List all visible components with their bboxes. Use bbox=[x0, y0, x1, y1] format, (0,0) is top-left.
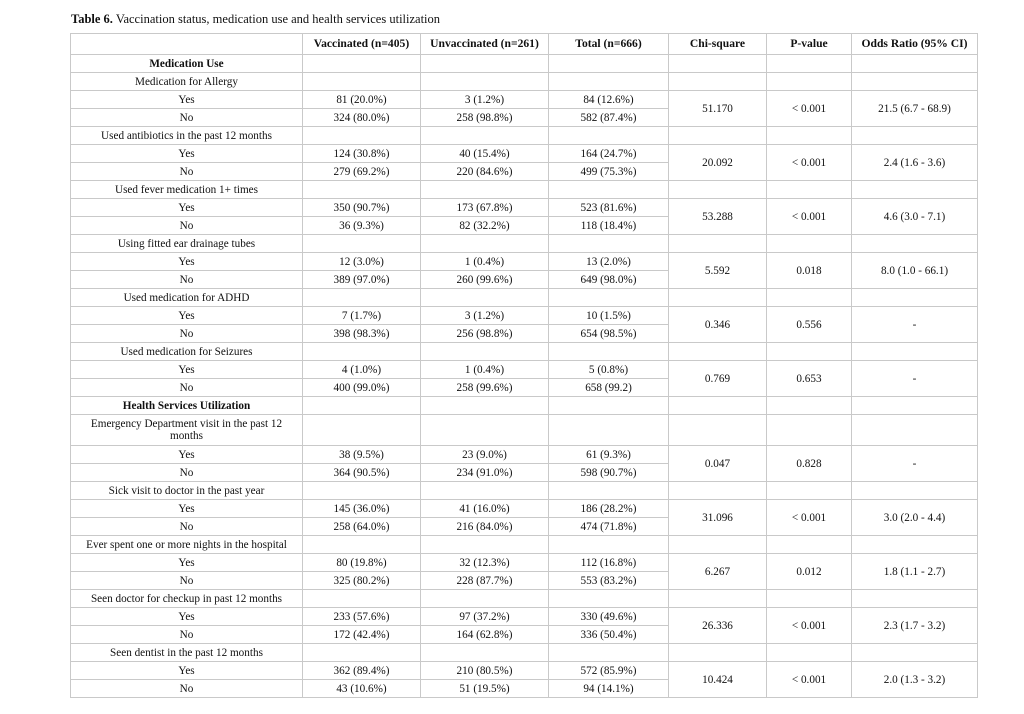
vaccinated-cell: 279 (69.2%) bbox=[303, 163, 421, 181]
empty-cell bbox=[549, 482, 669, 500]
empty-cell bbox=[303, 482, 421, 500]
unvaccinated-cell: 82 (32.2%) bbox=[421, 217, 549, 235]
empty-cell bbox=[303, 397, 421, 415]
empty-cell bbox=[852, 590, 978, 608]
empty-cell bbox=[852, 644, 978, 662]
empty-cell bbox=[767, 73, 852, 91]
empty-cell bbox=[421, 181, 549, 199]
unvaccinated-cell: 1 (0.4%) bbox=[421, 361, 549, 379]
chi-square-cell: 0.047 bbox=[669, 446, 767, 482]
empty-cell bbox=[549, 73, 669, 91]
empty-cell bbox=[767, 235, 852, 253]
vaccinated-cell: 4 (1.0%) bbox=[303, 361, 421, 379]
p-value-cell: 0.018 bbox=[767, 253, 852, 289]
empty-cell bbox=[549, 289, 669, 307]
odds-ratio-cell: - bbox=[852, 361, 978, 397]
unvaccinated-cell: 51 (19.5%) bbox=[421, 680, 549, 698]
p-value-cell: < 0.001 bbox=[767, 91, 852, 127]
unvaccinated-cell: 23 (9.0%) bbox=[421, 446, 549, 464]
p-value-cell: 0.653 bbox=[767, 361, 852, 397]
row-label: No bbox=[71, 109, 303, 127]
group-row bbox=[71, 343, 978, 361]
unvaccinated-cell: 258 (98.8%) bbox=[421, 109, 549, 127]
chi-square-cell: 53.288 bbox=[669, 199, 767, 235]
total-cell: 523 (81.6%) bbox=[549, 199, 669, 217]
row-label: Yes bbox=[71, 91, 303, 109]
empty-cell bbox=[852, 181, 978, 199]
table-body bbox=[71, 55, 978, 698]
p-value-cell: 0.556 bbox=[767, 307, 852, 343]
row-label: Yes bbox=[71, 307, 303, 325]
vaccinated-cell: 398 (98.3%) bbox=[303, 325, 421, 343]
group-label: Used medication for ADHD bbox=[71, 289, 303, 307]
empty-cell bbox=[852, 73, 978, 91]
group-label: Using fitted ear drainage tubes bbox=[71, 235, 303, 253]
total-cell: 118 (18.4%) bbox=[549, 217, 669, 235]
p-value-cell: 0.828 bbox=[767, 446, 852, 482]
table-row bbox=[71, 91, 978, 109]
header-p-value: P-value bbox=[767, 34, 852, 55]
chi-square-cell: 10.424 bbox=[669, 662, 767, 698]
row-label: Yes bbox=[71, 361, 303, 379]
odds-ratio-cell: 2.3 (1.7 - 3.2) bbox=[852, 608, 978, 644]
table-row bbox=[71, 253, 978, 271]
vaccinated-cell: 364 (90.5%) bbox=[303, 464, 421, 482]
group-label: Used fever medication 1+ times bbox=[71, 181, 303, 199]
header-unvaccinated: Unvaccinated (n=261) bbox=[421, 34, 549, 55]
odds-ratio-cell: 2.0 (1.3 - 3.2) bbox=[852, 662, 978, 698]
empty-cell bbox=[421, 235, 549, 253]
header-total: Total (n=666) bbox=[549, 34, 669, 55]
empty-cell bbox=[303, 590, 421, 608]
empty-cell bbox=[767, 482, 852, 500]
empty-cell bbox=[303, 127, 421, 145]
group-row bbox=[71, 644, 978, 662]
table-header-row bbox=[71, 34, 978, 55]
total-cell: 61 (9.3%) bbox=[549, 446, 669, 464]
group-row bbox=[71, 590, 978, 608]
vaccinated-cell: 12 (3.0%) bbox=[303, 253, 421, 271]
row-label: Yes bbox=[71, 253, 303, 271]
vaccinated-cell: 124 (30.8%) bbox=[303, 145, 421, 163]
table-row bbox=[71, 307, 978, 325]
table-caption bbox=[71, 12, 440, 27]
chi-square-cell: 20.092 bbox=[669, 145, 767, 181]
header-chi-square: Chi-square bbox=[669, 34, 767, 55]
empty-cell bbox=[669, 289, 767, 307]
total-cell: 84 (12.6%) bbox=[549, 91, 669, 109]
group-row bbox=[71, 289, 978, 307]
vaccinated-cell: 258 (64.0%) bbox=[303, 518, 421, 536]
empty-cell bbox=[303, 55, 421, 73]
total-cell: 598 (90.7%) bbox=[549, 464, 669, 482]
empty-cell bbox=[303, 235, 421, 253]
empty-cell bbox=[303, 536, 421, 554]
empty-cell bbox=[852, 397, 978, 415]
table-row bbox=[71, 608, 978, 626]
header-label bbox=[71, 34, 303, 55]
vaccinated-cell: 233 (57.6%) bbox=[303, 608, 421, 626]
empty-cell bbox=[549, 127, 669, 145]
odds-ratio-cell: 3.0 (2.0 - 4.4) bbox=[852, 500, 978, 536]
unvaccinated-cell: 220 (84.6%) bbox=[421, 163, 549, 181]
p-value-cell: 0.012 bbox=[767, 554, 852, 590]
empty-cell bbox=[669, 415, 767, 446]
total-cell: 654 (98.5%) bbox=[549, 325, 669, 343]
empty-cell bbox=[852, 55, 978, 73]
total-cell: 336 (50.4%) bbox=[549, 626, 669, 644]
row-label: No bbox=[71, 271, 303, 289]
row-label: Yes bbox=[71, 199, 303, 217]
group-row bbox=[71, 181, 978, 199]
empty-cell bbox=[767, 289, 852, 307]
empty-cell bbox=[669, 397, 767, 415]
row-label: Yes bbox=[71, 608, 303, 626]
chi-square-cell: 5.592 bbox=[669, 253, 767, 289]
p-value-cell: < 0.001 bbox=[767, 662, 852, 698]
total-cell: 649 (98.0%) bbox=[549, 271, 669, 289]
p-value-cell: < 0.001 bbox=[767, 145, 852, 181]
vaccinated-cell: 325 (80.2%) bbox=[303, 572, 421, 590]
empty-cell bbox=[852, 289, 978, 307]
empty-cell bbox=[767, 415, 852, 446]
empty-cell bbox=[421, 415, 549, 446]
total-cell: 13 (2.0%) bbox=[549, 253, 669, 271]
empty-cell bbox=[767, 343, 852, 361]
unvaccinated-cell: 164 (62.8%) bbox=[421, 626, 549, 644]
empty-cell bbox=[669, 73, 767, 91]
total-cell: 658 (99.2) bbox=[549, 379, 669, 397]
empty-cell bbox=[303, 343, 421, 361]
vaccinated-cell: 400 (99.0%) bbox=[303, 379, 421, 397]
unvaccinated-cell: 40 (15.4%) bbox=[421, 145, 549, 163]
vaccinated-cell: 36 (9.3%) bbox=[303, 217, 421, 235]
unvaccinated-cell: 258 (99.6%) bbox=[421, 379, 549, 397]
total-cell: 94 (14.1%) bbox=[549, 680, 669, 698]
group-row bbox=[71, 235, 978, 253]
total-cell: 582 (87.4%) bbox=[549, 109, 669, 127]
vaccinated-cell: 7 (1.7%) bbox=[303, 307, 421, 325]
row-label: No bbox=[71, 680, 303, 698]
empty-cell bbox=[669, 55, 767, 73]
row-label: No bbox=[71, 518, 303, 536]
row-label: No bbox=[71, 325, 303, 343]
empty-cell bbox=[421, 644, 549, 662]
group-label: Used antibiotics in the past 12 months bbox=[71, 127, 303, 145]
section-title: Medication Use bbox=[71, 55, 303, 73]
chi-square-cell: 0.346 bbox=[669, 307, 767, 343]
group-label: Emergency Department visit in the past 12 months bbox=[71, 415, 303, 446]
empty-cell bbox=[549, 55, 669, 73]
total-cell: 330 (49.6%) bbox=[549, 608, 669, 626]
empty-cell bbox=[303, 289, 421, 307]
row-label: No bbox=[71, 163, 303, 181]
odds-ratio-cell: 1.8 (1.1 - 2.7) bbox=[852, 554, 978, 590]
empty-cell bbox=[767, 644, 852, 662]
total-cell: 572 (85.9%) bbox=[549, 662, 669, 680]
p-value-cell: < 0.001 bbox=[767, 500, 852, 536]
total-cell: 5 (0.8%) bbox=[549, 361, 669, 379]
empty-cell bbox=[549, 181, 669, 199]
empty-cell bbox=[549, 343, 669, 361]
unvaccinated-cell: 228 (87.7%) bbox=[421, 572, 549, 590]
empty-cell bbox=[549, 415, 669, 446]
group-row bbox=[71, 73, 978, 91]
chi-square-cell: 6.267 bbox=[669, 554, 767, 590]
row-label: Yes bbox=[71, 145, 303, 163]
empty-cell bbox=[767, 55, 852, 73]
p-value-cell: < 0.001 bbox=[767, 608, 852, 644]
section-title: Health Services Utilization bbox=[71, 397, 303, 415]
total-cell: 112 (16.8%) bbox=[549, 554, 669, 572]
odds-ratio-cell: - bbox=[852, 307, 978, 343]
section-row bbox=[71, 397, 978, 415]
unvaccinated-cell: 97 (37.2%) bbox=[421, 608, 549, 626]
table-title: Vaccination status, medication use and health services utilization bbox=[112, 12, 441, 26]
row-label: No bbox=[71, 217, 303, 235]
odds-ratio-cell: 2.4 (1.6 - 3.6) bbox=[852, 145, 978, 181]
vaccinated-cell: 145 (36.0%) bbox=[303, 500, 421, 518]
empty-cell bbox=[669, 127, 767, 145]
group-label: Used medication for Seizures bbox=[71, 343, 303, 361]
empty-cell bbox=[669, 536, 767, 554]
empty-cell bbox=[549, 235, 669, 253]
unvaccinated-cell: 173 (67.8%) bbox=[421, 199, 549, 217]
row-label: Yes bbox=[71, 446, 303, 464]
empty-cell bbox=[767, 127, 852, 145]
vaccinated-cell: 350 (90.7%) bbox=[303, 199, 421, 217]
empty-cell bbox=[669, 644, 767, 662]
total-cell: 474 (71.8%) bbox=[549, 518, 669, 536]
unvaccinated-cell: 256 (98.8%) bbox=[421, 325, 549, 343]
total-cell: 10 (1.5%) bbox=[549, 307, 669, 325]
table-row bbox=[71, 446, 978, 464]
table-row bbox=[71, 500, 978, 518]
unvaccinated-cell: 32 (12.3%) bbox=[421, 554, 549, 572]
row-label: No bbox=[71, 464, 303, 482]
empty-cell bbox=[549, 590, 669, 608]
odds-ratio-cell: 21.5 (6.7 - 68.9) bbox=[852, 91, 978, 127]
group-row bbox=[71, 536, 978, 554]
row-label: Yes bbox=[71, 662, 303, 680]
empty-cell bbox=[421, 289, 549, 307]
odds-ratio-cell: 4.6 (3.0 - 7.1) bbox=[852, 199, 978, 235]
section-row bbox=[71, 55, 978, 73]
vaccinated-cell: 362 (89.4%) bbox=[303, 662, 421, 680]
table-row bbox=[71, 554, 978, 572]
unvaccinated-cell: 3 (1.2%) bbox=[421, 307, 549, 325]
empty-cell bbox=[421, 536, 549, 554]
empty-cell bbox=[669, 343, 767, 361]
header-odds-ratio: Odds Ratio (95% CI) bbox=[852, 34, 978, 55]
empty-cell bbox=[852, 482, 978, 500]
unvaccinated-cell: 234 (91.0%) bbox=[421, 464, 549, 482]
vaccinated-cell: 389 (97.0%) bbox=[303, 271, 421, 289]
results-table bbox=[70, 33, 978, 698]
table-row bbox=[71, 145, 978, 163]
empty-cell bbox=[767, 181, 852, 199]
empty-cell bbox=[767, 590, 852, 608]
total-cell: 186 (28.2%) bbox=[549, 500, 669, 518]
chi-square-cell: 31.096 bbox=[669, 500, 767, 536]
empty-cell bbox=[852, 415, 978, 446]
odds-ratio-cell: - bbox=[852, 446, 978, 482]
empty-cell bbox=[669, 590, 767, 608]
header-vaccinated: Vaccinated (n=405) bbox=[303, 34, 421, 55]
row-label: No bbox=[71, 379, 303, 397]
group-row bbox=[71, 127, 978, 145]
row-label: Yes bbox=[71, 554, 303, 572]
unvaccinated-cell: 210 (80.5%) bbox=[421, 662, 549, 680]
row-label: No bbox=[71, 626, 303, 644]
chi-square-cell: 0.769 bbox=[669, 361, 767, 397]
empty-cell bbox=[669, 181, 767, 199]
empty-cell bbox=[421, 55, 549, 73]
unvaccinated-cell: 260 (99.6%) bbox=[421, 271, 549, 289]
table-number: Table 6. bbox=[71, 12, 113, 26]
group-row bbox=[71, 482, 978, 500]
table-row bbox=[71, 361, 978, 379]
empty-cell bbox=[303, 644, 421, 662]
empty-cell bbox=[421, 343, 549, 361]
unvaccinated-cell: 3 (1.2%) bbox=[421, 91, 549, 109]
total-cell: 164 (24.7%) bbox=[549, 145, 669, 163]
empty-cell bbox=[421, 590, 549, 608]
empty-cell bbox=[303, 415, 421, 446]
empty-cell bbox=[852, 235, 978, 253]
table-row bbox=[71, 199, 978, 217]
empty-cell bbox=[669, 482, 767, 500]
vaccinated-cell: 324 (80.0%) bbox=[303, 109, 421, 127]
vaccinated-cell: 80 (19.8%) bbox=[303, 554, 421, 572]
group-row bbox=[71, 415, 978, 446]
unvaccinated-cell: 216 (84.0%) bbox=[421, 518, 549, 536]
row-label: No bbox=[71, 572, 303, 590]
empty-cell bbox=[767, 536, 852, 554]
empty-cell bbox=[852, 127, 978, 145]
vaccinated-cell: 81 (20.0%) bbox=[303, 91, 421, 109]
empty-cell bbox=[549, 644, 669, 662]
empty-cell bbox=[421, 73, 549, 91]
group-label: Ever spent one or more nights in the hospital bbox=[71, 536, 303, 554]
empty-cell bbox=[421, 482, 549, 500]
chi-square-cell: 26.336 bbox=[669, 608, 767, 644]
chi-square-cell: 51.170 bbox=[669, 91, 767, 127]
empty-cell bbox=[421, 397, 549, 415]
empty-cell bbox=[549, 397, 669, 415]
empty-cell bbox=[852, 536, 978, 554]
total-cell: 553 (83.2%) bbox=[549, 572, 669, 590]
unvaccinated-cell: 41 (16.0%) bbox=[421, 500, 549, 518]
vaccinated-cell: 38 (9.5%) bbox=[303, 446, 421, 464]
group-label: Seen dentist in the past 12 months bbox=[71, 644, 303, 662]
unvaccinated-cell: 1 (0.4%) bbox=[421, 253, 549, 271]
empty-cell bbox=[303, 181, 421, 199]
group-label: Medication for Allergy bbox=[71, 73, 303, 91]
group-label: Sick visit to doctor in the past year bbox=[71, 482, 303, 500]
vaccinated-cell: 43 (10.6%) bbox=[303, 680, 421, 698]
empty-cell bbox=[549, 536, 669, 554]
vaccinated-cell: 172 (42.4%) bbox=[303, 626, 421, 644]
row-label: Yes bbox=[71, 500, 303, 518]
table-row bbox=[71, 662, 978, 680]
empty-cell bbox=[852, 343, 978, 361]
total-cell: 499 (75.3%) bbox=[549, 163, 669, 181]
empty-cell bbox=[421, 127, 549, 145]
empty-cell bbox=[669, 235, 767, 253]
empty-cell bbox=[303, 73, 421, 91]
empty-cell bbox=[767, 397, 852, 415]
odds-ratio-cell: 8.0 (1.0 - 66.1) bbox=[852, 253, 978, 289]
p-value-cell: < 0.001 bbox=[767, 199, 852, 235]
group-label: Seen doctor for checkup in past 12 months bbox=[71, 590, 303, 608]
